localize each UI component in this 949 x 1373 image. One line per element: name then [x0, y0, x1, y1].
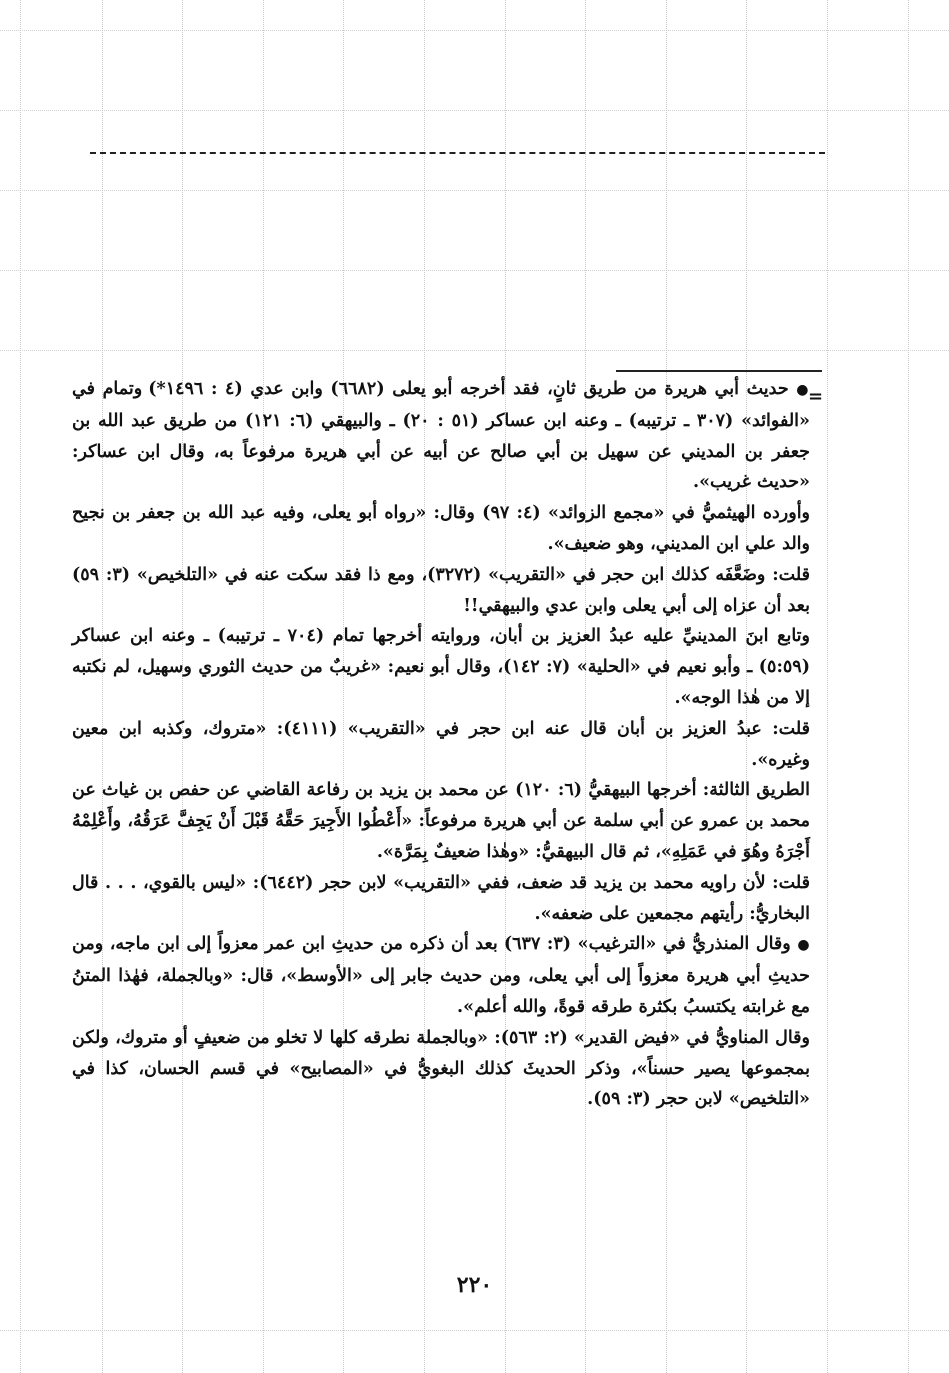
scan-grid-line	[0, 190, 949, 191]
dashed-separator	[90, 152, 825, 154]
scan-grid-line	[0, 1330, 949, 1331]
scan-grid-line	[827, 0, 828, 1373]
footnote-paragraph	[72, 1023, 810, 1115]
scan-grid-line	[20, 0, 21, 1373]
footnote-paragraph	[72, 374, 810, 498]
scan-grid-line	[0, 350, 949, 351]
footnote-paragraph	[72, 775, 810, 867]
scan-grid-line	[0, 270, 949, 271]
paragraph-text: وتابع ابنَ المدينيِّ عليه عبدُ العزيز بن أبان، وروايته أخرجها تمام (٧٠٤ ـ ترتيبه) ـ وعنه ابن عساكر (٥:٥٩) ـ وأبو نعيم في «الحلية» (٧: ١٤٢)، وقال أبو نعيم: «غريبٌ من حديث الثوري وسهيل، لم نكتبه إلا من هٰذا الوجه».	[72, 626, 811, 708]
footnote-paragraph	[72, 498, 810, 560]
footnote-paragraph	[72, 929, 810, 1022]
paragraph-text: وقال المناويُّ في «فيض القدير» (٢: ٥٦٣): «وبالجملة نطرقه كلها لا تخلو من ضعيفٍ أو متروك، ولكن بمجموعها يصير حسناً»، وذكر الحديثَ كذلك البغويُّ في «المصابيح» في قسم الحسان، كذا في «التلخيص» لابن حجر (٣: ٥٩).	[72, 1027, 810, 1110]
footnote-paragraph	[72, 868, 810, 930]
paragraph-text: قلت: وضَعَّفَه كذلك ابن حجر في «التقريب» (٣٢٧٢)، ومع ذا فقد سكت عنه في «التلخيص» (٣: ٥٩) بعد أن عزاه إلى أبي يعلى وابن عدي والبيهقي!!	[72, 564, 810, 616]
bullet-icon: ●	[796, 382, 811, 398]
scan-grid-line	[908, 0, 909, 1373]
paragraph-text: الطريق الثالثة: أخرجها البيهقيُّ (٦: ١٢٠) عن محمد بن يزيد بن رفاعة القاضي عن حفص بن غياث عن محمد بن عمرو عن أبي سلمة عن أبي هريرة مرفوعاً: «أَعْطُوا الأَجِيرَ حَقَّهُ قَبْلَ أَنْ يَجِفَّ عَرَقُهُ، وأَعْلِمْهُ أَجْرَهُ وهُوَ في عَمَلِهِ»، ثم قال البيهقيُّ: «وهٰذا ضعيفٌ بِمَرَّة».	[72, 780, 810, 862]
scan-grid-line	[0, 30, 949, 31]
footnote-paragraph	[72, 714, 810, 776]
paragraph-text: قلت: لأن راويه محمد بن يزيد قد ضعف، ففي «التقريب» لابن حجر (٦٤٤٢): «ليس بالقوي، . . . قال البخاريُّ: رأيتهم مجمعين على ضعفه».	[72, 872, 810, 924]
bullet-icon: ●	[797, 937, 811, 954]
paragraph-text: وأورده الهيثميُّ في «مجمع الزوائد» (٤: ٩٧) وقال: «رواه أبو يعلى، وفيه عبد الله بن جعفر بن نجيح والد علي ابن المديني، وهو ضعيف».	[72, 503, 811, 554]
paragraph-text: وقال المنذريُّ في «الترغيب» (٣: ٦٣٧) بعد أن ذكره من حديثِ ابن عمر معزواً إلى ابن ماجه، ومن حديثِ أبي هريرة معزواً إلى أبي يعلى، ومن حديث جابر إلى «الأوسط»، قال: «وبالجملة، فهٰذا المتنُ مع غرابته يكتسبُ بكثرة طرقه قوةً، والله أعلم».	[72, 934, 810, 1017]
footnote-paragraph	[72, 621, 810, 713]
footnote-rule	[616, 370, 822, 372]
scan-grid-line	[0, 110, 949, 111]
footnote-paragraph	[72, 560, 810, 622]
paragraph-text: حديث أبي هريرة من طريق ثانٍ، فقد أخرجه أبو يعلى (٦٦٨٢) وابن عدي (٤ : ١٤٩٦*) وتمام في «الفوائد» (٣٠٧ ـ ترتيبه) ـ وعنه ابن عساكر (٥١ : ٢٠) ـ والبيهقي (٦: ١٢١) من طريق عبد الله بن جعفر بن المديني عن سهيل بن أبي صالح عن أبيه عن أبي هريرة مرفوعاً به، وقال ابن عساكر: «حديث غريب».	[72, 379, 810, 493]
page-number: ٢٢٠	[456, 1272, 493, 1298]
footnote-text	[72, 374, 810, 1115]
paragraph-text: قلت: عبدُ العزيز بن أبان قال عنه ابن حجر في «التقريب» (٤١١١): «متروك، وكذبه ابن معين وغيره».	[72, 718, 810, 770]
continuation-marker: =	[808, 386, 824, 407]
